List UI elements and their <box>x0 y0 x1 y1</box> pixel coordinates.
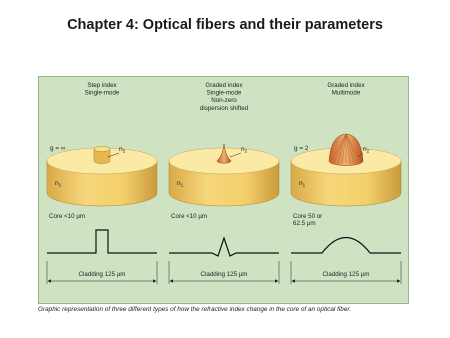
index-profile-line <box>291 238 401 254</box>
diagram-panel <box>38 76 409 304</box>
n1-label: $n_1$ <box>177 180 184 188</box>
core-label: 62.5 µm <box>293 220 316 227</box>
fiber-heading-line: Graded index <box>205 82 243 89</box>
n1-label: $n_1$ <box>299 180 306 188</box>
n1-label: $n_1$ <box>55 180 62 188</box>
index-profile-line <box>169 238 279 256</box>
g-label: g = 2 <box>294 145 309 152</box>
fiber-heading-line: Non-zero <box>211 97 237 105</box>
fiber-heading-line: Multimode <box>331 89 361 97</box>
cladding-label: Cladding 125 µm <box>78 271 126 278</box>
core-label: Core <10 µm <box>171 213 208 220</box>
fiber-3 <box>291 82 401 284</box>
figure-caption: Graphic representation of three different types of how the refractive index change in the core of an optical fiber. <box>38 306 352 313</box>
step-core-top <box>94 146 110 151</box>
cladding-label: Cladding 125 µm <box>200 271 248 278</box>
n2-label: $n_2$ <box>241 146 248 154</box>
core-label: Core <10 µm <box>49 213 86 220</box>
fiber-diagram <box>39 77 408 303</box>
n2-label: $n_2$ <box>119 146 126 154</box>
fiber-heading-line: Single-mode <box>84 89 120 97</box>
g-label: g = ∞ <box>50 145 66 152</box>
fiber-heading-line: Single-mode <box>206 89 242 97</box>
index-profile-line <box>47 230 157 253</box>
cladding-label: Cladding 125 µm <box>322 271 370 278</box>
fiber-heading-line: Graded index <box>327 82 365 89</box>
fiber-2 <box>169 82 279 284</box>
fiber-heading-line: dispersion shifted <box>199 104 249 112</box>
n2-label: $n_2$ <box>363 146 370 154</box>
core-label: Core 50 or <box>293 213 323 220</box>
page-title: Chapter 4: Optical fibers and their parameters <box>67 17 383 33</box>
fiber-heading-line: Step index <box>87 82 117 89</box>
fiber-1 <box>47 82 157 284</box>
